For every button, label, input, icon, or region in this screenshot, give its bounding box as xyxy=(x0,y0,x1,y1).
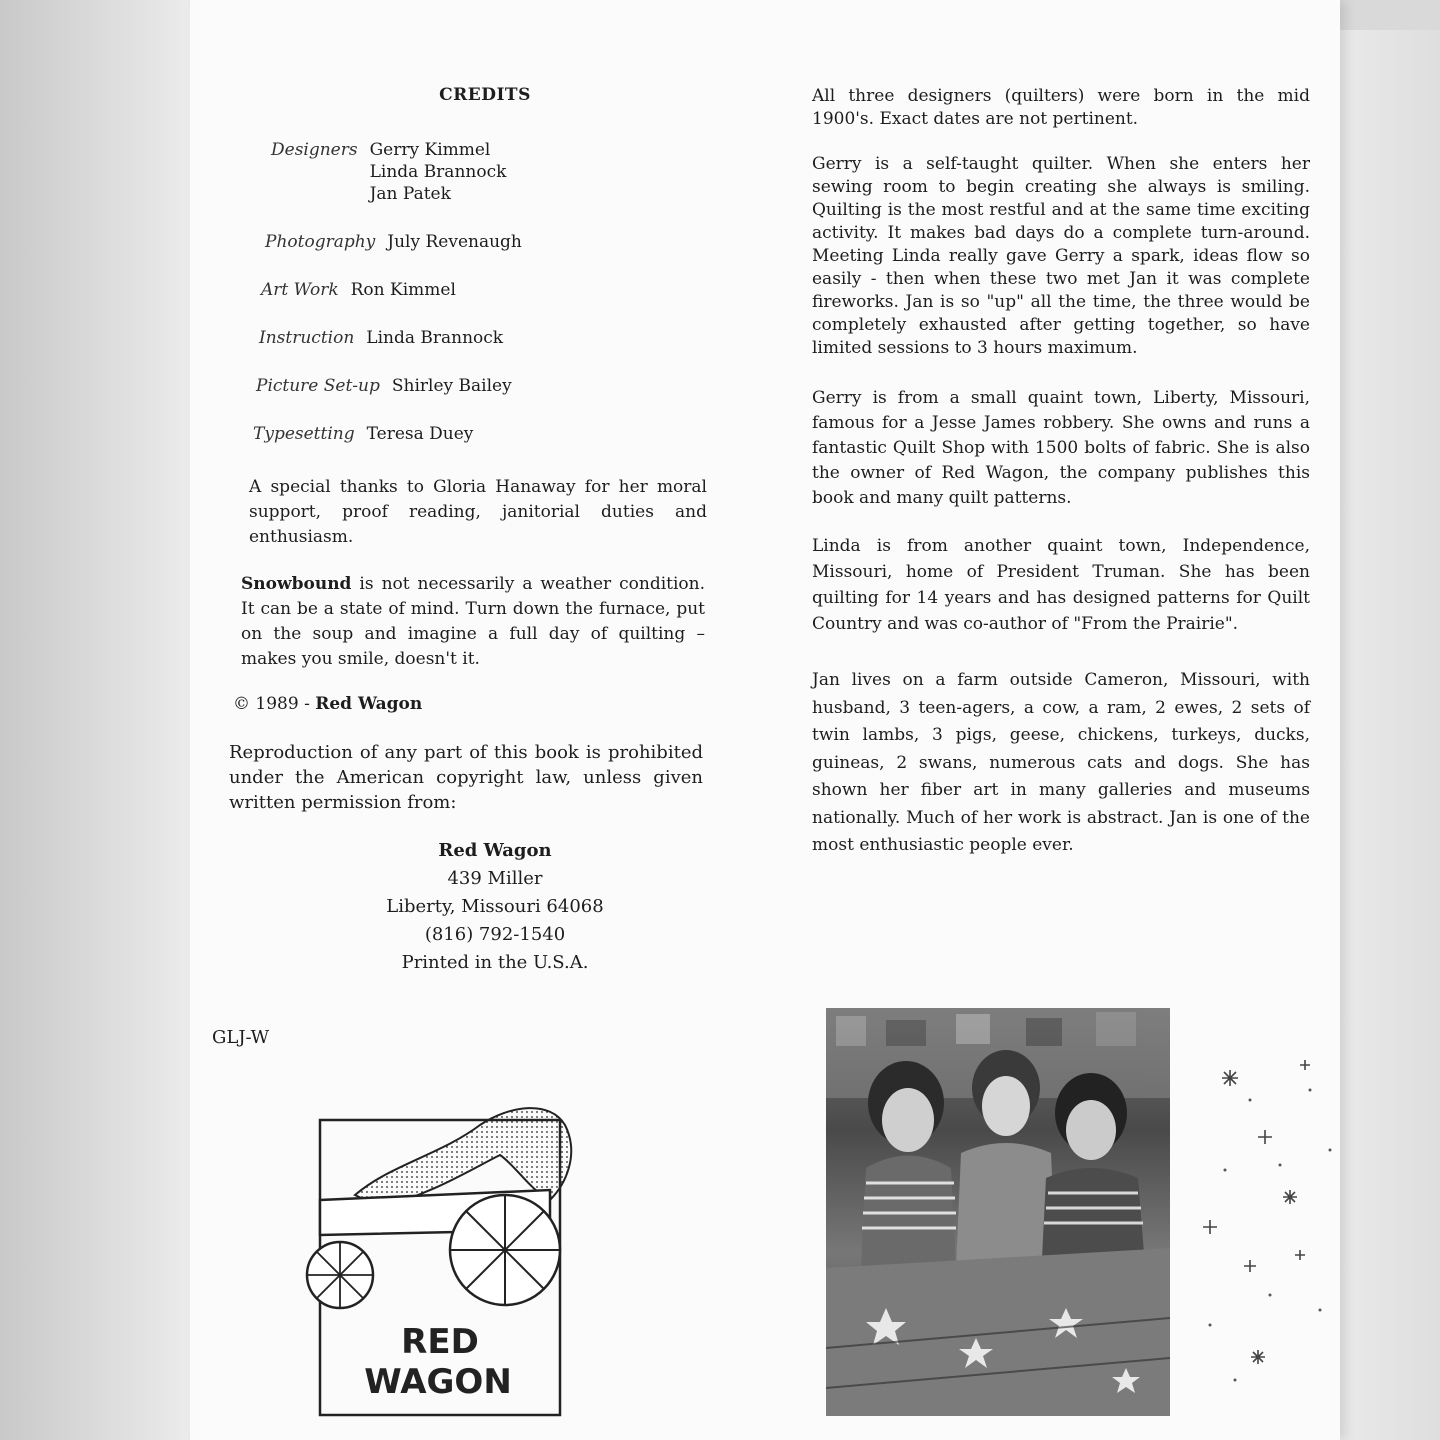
credit-name: Jan Patek xyxy=(369,184,451,204)
credit-role: Instruction xyxy=(259,328,355,348)
credit-row-art-work xyxy=(261,279,725,301)
logo-text-red: RED xyxy=(401,1322,479,1362)
bio-paragraph: Gerry is a self-taught quilter. When she enters her sewing room to begin creating she always is smiling. Quilting is the most restful and at the same time exciting activity. It makes bad days do a complete turn-around. Meeting Linda really gave Gerry a spark, ideas flow so easily - then when these two met Jan it was complete fireworks. Jan is so "up" all the time, the three would be completely exhausted after getting together, so have limited sessions to 3 hours maximum. xyxy=(812,154,1310,358)
bio-paragraph: All three designers (quilters) were born in the mid 1900's. Exact dates are not pertinent. xyxy=(812,86,1310,129)
credit-name: Ron Kimmel xyxy=(350,280,456,300)
bio-paragraph: Linda is from another quaint town, Independence, Missouri, home of President Truman. She has been quilting for 14 years and has designed patterns for Quilt Country and was co-author of "From the Prairie". xyxy=(812,536,1310,634)
credits-heading: CREDITS xyxy=(439,85,531,105)
publisher-city: Liberty, Missouri 64068 xyxy=(386,896,604,917)
snowbound-title: Snowbound xyxy=(241,574,352,594)
credit-name: Linda Brannock xyxy=(366,328,504,348)
credit-name: Teresa Duey xyxy=(366,424,474,444)
reproduction-paragraph: Reproduction of any part of this book is prohibited under the American copyright law, unless given written permission from: xyxy=(229,742,703,813)
credit-names xyxy=(370,139,507,205)
credit-role: Photography xyxy=(265,232,376,252)
copyright-line xyxy=(233,694,725,714)
red-wagon-logo xyxy=(300,1095,600,1420)
credit-role: Typesetting xyxy=(253,424,355,444)
credit-role: Art Work xyxy=(261,280,339,300)
logo-text-wagon: WAGON xyxy=(364,1362,512,1402)
printed-in: Printed in the U.S.A. xyxy=(401,952,589,973)
previous-page-edge xyxy=(0,0,215,1440)
bio-paragraph: Gerry is from a small quaint town, Liberty, Missouri, famous for a Jesse James robbery. She owns and runs a fantastic Quilt Shop with 1500 bolts of fabric. She is also the owner of Red Wagon, the company publishes this book and many quilt patterns. xyxy=(812,388,1310,508)
designers-bio-column xyxy=(812,85,1310,882)
credit-role: Picture Set-up xyxy=(256,376,380,396)
snowbound-text: is not necessarily a weather condition. It can be a state of mind. Turn down the furnace, put on the soup and imagine a full day of quilting – makes you smile, doesn't it. xyxy=(241,574,705,669)
sparkle-decoration xyxy=(1190,1050,1340,1390)
copyright-prefix: © 1989 - xyxy=(233,694,316,714)
credit-row-designers xyxy=(271,139,725,205)
credit-row-instruction xyxy=(259,327,725,349)
credit-name: Shirley Bailey xyxy=(391,376,512,396)
thanks-paragraph: A special thanks to Gloria Hanaway for her moral support, proof reading, janitorial duties and enthusiasm. xyxy=(249,477,707,547)
publisher-phone: (816) 792-1540 xyxy=(424,924,566,945)
credit-name: July Revenaugh xyxy=(387,232,522,252)
credit-role: Designers xyxy=(271,140,358,160)
publisher-address xyxy=(205,837,725,977)
credit-row-photography xyxy=(265,231,725,253)
credits-column xyxy=(205,85,725,977)
copyright-owner: Red Wagon xyxy=(315,694,423,714)
publisher-street: 439 Miller xyxy=(447,868,543,889)
pattern-code: GLJ-W xyxy=(212,1027,270,1048)
credit-row-typesetting xyxy=(253,423,725,445)
designers-photo xyxy=(826,1008,1170,1416)
snowbound-paragraph xyxy=(241,572,705,672)
publisher-name: Red Wagon xyxy=(438,840,552,861)
credit-name: Gerry Kimmel xyxy=(369,140,491,160)
credit-name: Linda Brannock xyxy=(369,162,507,182)
bio-paragraph: Jan lives on a farm outside Cameron, Missouri, with husband, 3 teen-agers, a cow, a ram, 2 ewes, 2 sets of twin lambs, 3 pigs, geese, chickens, turkeys, ducks, guineas, 2 swans, numerous cats and dogs. She has shown her fiber art in many galleries and museums nationally. Much of her work is abstract. Jan is one of the most enthusiastic people ever. xyxy=(812,670,1310,855)
credit-row-picture-setup xyxy=(256,375,725,397)
